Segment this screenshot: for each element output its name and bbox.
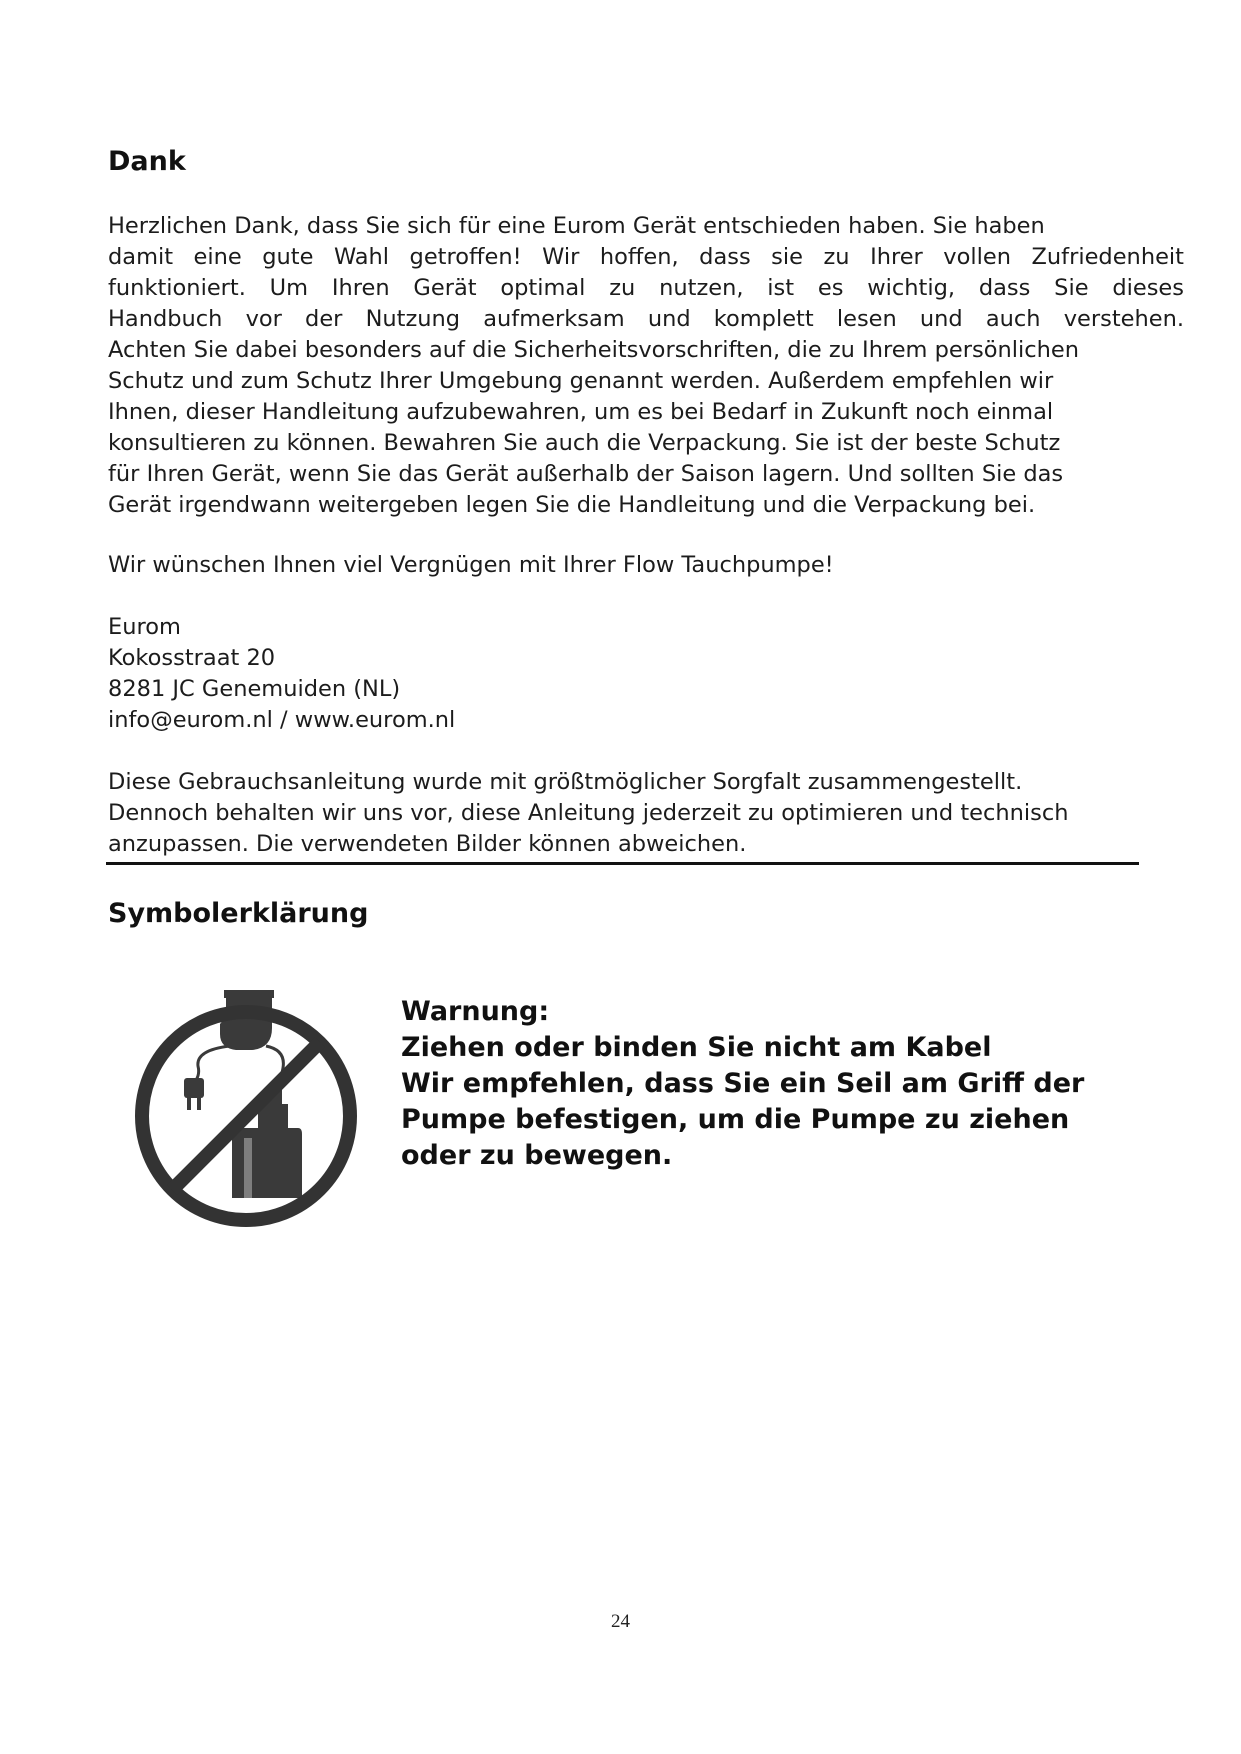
wish-text: Wir wünschen Ihnen viel Vergnügen mit Ihrer Flow Tauchpumpe! — [108, 552, 834, 578]
disclaimer-paragraph — [108, 767, 1184, 860]
intro-line: konsultieren zu können. Bewahren Sie auch die Verpackung. Sie ist der beste Schutz — [108, 430, 1061, 456]
warning-line: oder zu bewegen. — [401, 1140, 673, 1171]
disclaimer-line: Diese Gebrauchsanleitung wurde mit größtmöglicher Sorgfalt zusammengestellt. — [108, 769, 1023, 795]
warning-title: Warnung: — [401, 996, 550, 1027]
city-address: 8281 JC Genemuiden (NL) — [108, 676, 401, 702]
contact-info: info@eurom.nl / www.eurom.nl — [108, 707, 456, 733]
intro-paragraph — [108, 211, 1184, 521]
page-number: 24 — [611, 1611, 630, 1632]
closing-wish — [108, 550, 1184, 581]
company-address — [108, 612, 1184, 736]
intro-line: Handbuch vor der Nutzung aufmerksam und komplett lesen und auch verstehen. — [108, 306, 1184, 332]
disclaimer-line: anzupassen. Die verwendeten Bilder können abweichen. — [108, 831, 747, 857]
warning-text — [401, 994, 1121, 1174]
section-divider — [106, 862, 1139, 865]
intro-line: funktioniert. Um Ihren Gerät optimal zu nutzen, ist es wichtig, dass Sie dieses — [108, 275, 1184, 301]
intro-line: Schutz und zum Schutz Ihrer Umgebung genannt werden. Außerdem empfehlen wir — [108, 368, 1054, 394]
no-pulling-by-cable-icon — [126, 988, 366, 1228]
intro-line: Gerät irgendwann weitergeben legen Sie die Handleitung und die Verpackung bei. — [108, 492, 1036, 518]
disclaimer-line: Dennoch behalten wir uns vor, diese Anleitung jederzeit zu optimieren und technisch — [108, 800, 1069, 826]
intro-line: Herzlichen Dank, dass Sie sich für eine Eurom Gerät entschieden haben. Sie haben — [108, 213, 1045, 239]
warning-line: Ziehen oder binden Sie nicht am Kabel — [401, 1032, 992, 1063]
street-address: Kokosstraat 20 — [108, 645, 276, 671]
intro-line: damit eine gute Wahl getroffen! Wir hoffen, dass sie zu Ihrer vollen Zufriedenheit — [108, 244, 1184, 270]
warning-line: Pumpe befestigen, um die Pumpe zu ziehen — [401, 1104, 1070, 1135]
company-name: Eurom — [108, 614, 181, 640]
intro-line: für Ihren Gerät, wenn Sie das Gerät außerhalb der Saison lagern. Und sollten Sie das — [108, 461, 1064, 487]
intro-line: Ihnen, dieser Handleitung aufzubewahren, um es bei Bedarf in Zukunft noch einmal — [108, 399, 1054, 425]
intro-line: Achten Sie dabei besonders auf die Sicherheitsvorschriften, die zu Ihrem persönlichen — [108, 337, 1079, 363]
section-heading-thanks: Dank — [108, 146, 186, 177]
section-heading-symbols: Symbolerklärung — [108, 898, 369, 929]
warning-line: Wir empfehlen, dass Sie ein Seil am Griff der — [401, 1068, 1085, 1099]
